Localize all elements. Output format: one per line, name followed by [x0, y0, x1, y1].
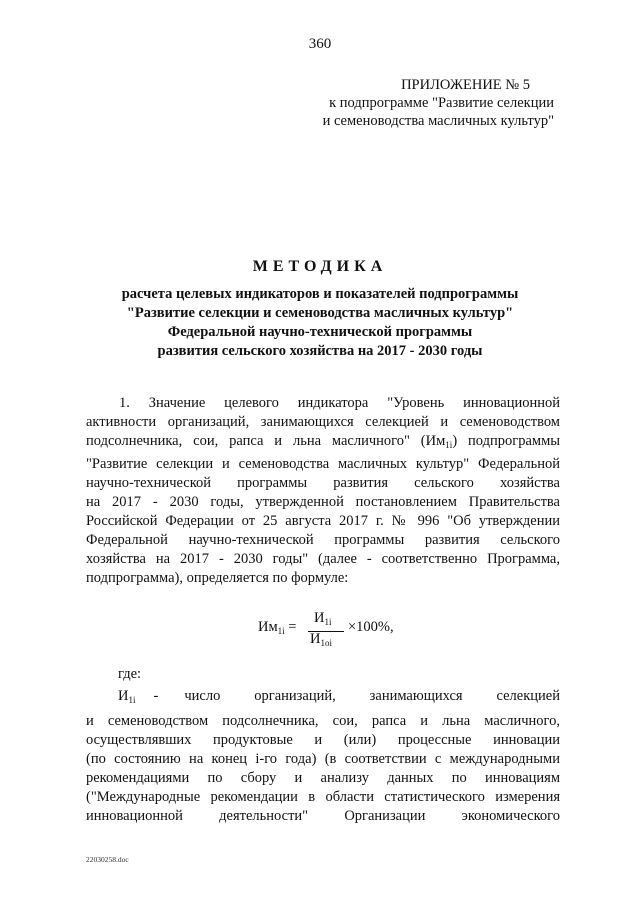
denominator-symbol: И — [310, 631, 321, 647]
where-label: где: — [118, 666, 142, 682]
document-title: МЕТОДИКА — [252, 258, 388, 275]
paragraph-line: научно-технической программы развития сельского хозяйства — [86, 475, 560, 491]
numerator-subscript: 1i — [324, 617, 332, 627]
appendix-line-3: и семеноводства масличных культур" — [322, 113, 554, 129]
footer-filename: 22030258.doc — [86, 855, 129, 864]
subtitle-line: "Развитие селекции и семеноводства масличных культур" — [126, 305, 514, 321]
definition-text: число организаций, занимающихся селекцией — [184, 688, 560, 704]
paragraph-line: Российской Федерации от 25 августа 2017 г. № 996 "Об утверждении — [86, 513, 560, 529]
definition-body — [86, 712, 560, 826]
paragraph-line: подпрограмма), определяется по формуле: — [86, 570, 349, 586]
subtitle-line: Федеральной научно-технической программы — [167, 324, 473, 340]
subtitle-line: расчета целевых индикаторов и показателей подпрограммы — [121, 286, 519, 302]
definition-symbol-subscript: 1i — [128, 695, 136, 705]
definition-symbol — [118, 687, 136, 710]
denominator-subscript: 1oi — [320, 638, 332, 648]
document-subtitle — [60, 285, 580, 361]
definition-first-line — [118, 687, 560, 710]
numerator-symbol: И — [314, 610, 325, 626]
paragraph-text: ) подпрограммы — [452, 433, 560, 449]
definition-line: (по состоянию на конец i-го года) (в соответствии с международными — [86, 751, 560, 767]
formula-lhs-symbol: Им — [258, 619, 278, 635]
formula-lhs — [258, 619, 296, 636]
definition-line: рекомендациями по сбору и анализу данных по инновациям — [86, 770, 560, 786]
paragraph-line: Федеральной научно-технической программы развития сельского — [86, 532, 560, 548]
appendix-line-2: к подпрограмме "Развитие селекции — [329, 95, 554, 111]
definition-line: и семеноводством подсолнечника, сои, рапса и льна масличного, — [86, 713, 560, 729]
formula — [258, 610, 458, 650]
definition-line: ("Международные рекомендации в области статистического измерения — [86, 789, 560, 805]
formula-denominator — [310, 631, 332, 648]
formula-lhs-subscript: 1i — [277, 626, 285, 636]
paragraph-text: подсолнечника, сои, рапса и льна масличного" (Им — [86, 433, 446, 449]
paragraph-1 — [86, 394, 560, 588]
subtitle-line: развития сельского хозяйства на 2017 - 2030 годы — [157, 343, 483, 359]
definition-line: осуществлявших продуктовые и (или) процессные инновации — [86, 732, 560, 748]
paragraph-line: активности организаций, занимающихся селекцией и семеноводством — [86, 414, 560, 430]
paragraph-line: "Развитие селекции и семеноводства масличных культур" Федеральной — [86, 456, 560, 472]
definition-dash: - — [153, 688, 159, 704]
page-number: 360 — [308, 36, 332, 52]
indicator-subscript: 1i — [445, 440, 453, 450]
appendix-number: ПРИЛОЖЕНИЕ № 5 — [401, 77, 530, 93]
formula-multiplier: ×100%, — [348, 619, 394, 635]
appendix-header — [294, 76, 554, 130]
formula-equals: = — [284, 619, 297, 635]
definition-line: инновационной деятельности" Организации экономического — [86, 808, 560, 824]
formula-numerator — [314, 610, 332, 627]
definition-symbol-letter: И — [118, 688, 129, 704]
paragraph-line: 1. Значение целевого индикатора "Уровень инновационной — [119, 395, 560, 411]
paragraph-line: хозяйства на 2017 - 2030 годы" (далее - соответственно Программа, — [86, 551, 560, 567]
paragraph-line — [86, 432, 560, 455]
paragraph-line: на 2017 - 2030 годы, утвержденной постановлением Правительства — [86, 494, 560, 510]
